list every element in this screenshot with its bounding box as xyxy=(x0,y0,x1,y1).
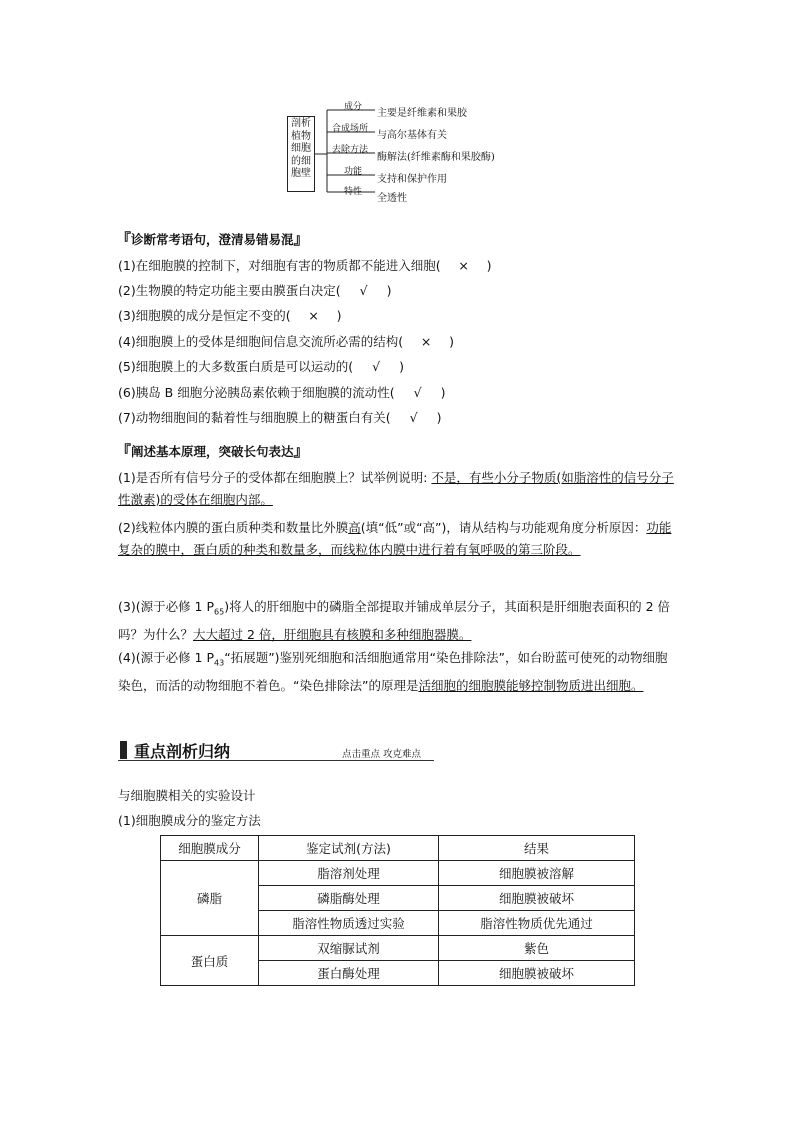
section-title-explain: 『阐述基本原理，突破长句表达』 xyxy=(116,442,309,460)
table-cell: 双缩脲试剂 xyxy=(259,936,439,961)
statement-item: (4)细胞膜上的受体是细胞间信息交流所必需的结构( × ) xyxy=(118,334,454,349)
table-cell: 细胞膜被破坏 xyxy=(439,886,635,911)
table-row xyxy=(161,936,635,961)
table-cell: 细胞膜被溶解 xyxy=(439,861,635,886)
table-header: 鉴定试剂(方法) xyxy=(259,836,439,861)
table-row xyxy=(161,861,635,886)
table-cell: 脂溶性物质优先通过 xyxy=(439,911,635,936)
table-group-cell: 磷脂 xyxy=(161,861,259,936)
mindmap-key: 功能 xyxy=(344,167,363,177)
mindmap-root: 剖析植物细胞的细胞壁 xyxy=(287,116,315,192)
table-header: 细胞膜成分 xyxy=(161,836,259,861)
answer-text: 不是，有些小分子物质(如脂溶性的信号分子性激素)的受体在细胞内部。 xyxy=(118,470,674,507)
statement-item: (1)在细胞膜的控制下，对细胞有害的物质都不能进入细胞( × ) xyxy=(118,258,492,273)
question-1: (1)是否所有信号分子的受体都在细胞膜上？试举例说明: 不是，有些小分子物质(如脂溶性的信号分子性激素)的受体在细胞内部。 xyxy=(118,470,674,507)
table-cell: 磷脂酶处理 xyxy=(259,886,439,911)
statement-item: (6)胰岛 B 细胞分泌胰岛素依赖于细胞膜的流动性( √ ) xyxy=(118,385,446,400)
statement-item: (3)细胞膜的成分是恒定不变的( × ) xyxy=(118,308,342,323)
banner-divider xyxy=(118,760,434,761)
question-3: (3)(源于必修 1 $P_{65}$)将人的肝细胞中的磷脂全部提取并铺成单层分子，其面积是肝细胞表面积的 2 倍吗？为什么？大大超过 2 倍，肝细胞具有核膜和多种细胞器膜。 xyxy=(118,599,670,642)
mindmap-value: 全透性 xyxy=(377,193,407,204)
table-cell: 细胞膜被破坏 xyxy=(439,961,635,986)
banner-marker xyxy=(120,741,127,759)
statement-item: (7)动物细胞间的黏着性与细胞膜上的糖蛋白有关( √ ) xyxy=(118,410,442,425)
table-header-row xyxy=(161,836,635,861)
mindmap-value: 主要是纤维素和果胶 xyxy=(377,108,467,119)
mindmap-value: 支持和保护作用 xyxy=(377,174,447,185)
topic-heading: 与细胞膜相关的实验设计 xyxy=(118,788,256,803)
answer-text: 功能复杂的膜中，蛋白质的种类和数量多，而线粒体内膜中进行着有氧呼吸的第三阶段。 xyxy=(118,520,672,557)
section-title-diagnose: 『诊断常考语句，澄清易错易混』 xyxy=(116,230,309,248)
answer-text: 活细胞的细胞膜能够控制物质进出细胞。 xyxy=(418,677,644,693)
question-2: (2)线粒体内膜的蛋白质种类和数量比外膜高(填“低”或“高”)，请从结构与功能观角度分析原因：功能复杂的膜中，蛋白质的种类和数量多，而线粒体内膜中进行着有氧呼吸的第三阶段。 xyxy=(118,520,672,557)
table-cell: 紫色 xyxy=(439,936,635,961)
mindmap-value: 酶解法(纤维素酶和果胶酶) xyxy=(377,152,495,163)
table-group-cell: 蛋白质 xyxy=(161,936,259,986)
table-cell: 脂溶剂处理 xyxy=(259,861,439,886)
table-cell: 蛋白酶处理 xyxy=(259,961,439,986)
answer-text: 大大超过 2 倍，肝细胞具有核膜和多种细胞器膜。 xyxy=(193,626,472,642)
mindmap-key: 特性 xyxy=(344,187,363,197)
mindmap-key: 成分 xyxy=(344,102,363,112)
table-cell: 脂溶性物质透过实验 xyxy=(259,911,439,936)
banner-title: 重点剖析归纳 xyxy=(134,742,231,761)
statement-item: (2)生物膜的特定功能主要由膜蛋白决定( √ ) xyxy=(118,283,392,298)
question-4: (4)(源于必修 1 $P_{43}“$拓展题”)鉴别死细胞和活细胞通常用“染色排除法”，如台盼蓝可使死的动物细胞染色，而活的动物细胞不着色。“染色排除法”的原理是活细胞的细胞膜能够控制物质进出细胞。 xyxy=(118,650,668,693)
identification-table xyxy=(160,835,635,986)
statement-item: (5)细胞膜上的大多数蛋白质是可以运动的( √ ) xyxy=(118,359,404,374)
topic-subheading: (1)细胞膜成分的鉴定方法 xyxy=(118,813,261,828)
mindmap-value: 与高尔基体有关 xyxy=(377,130,447,141)
banner-subtitle: 点击重点 攻克难点 xyxy=(342,749,422,760)
mindmap-key: 去除方法 xyxy=(332,145,369,155)
mindmap-key: 合成场所 xyxy=(332,124,369,134)
table-header: 结果 xyxy=(439,836,635,861)
